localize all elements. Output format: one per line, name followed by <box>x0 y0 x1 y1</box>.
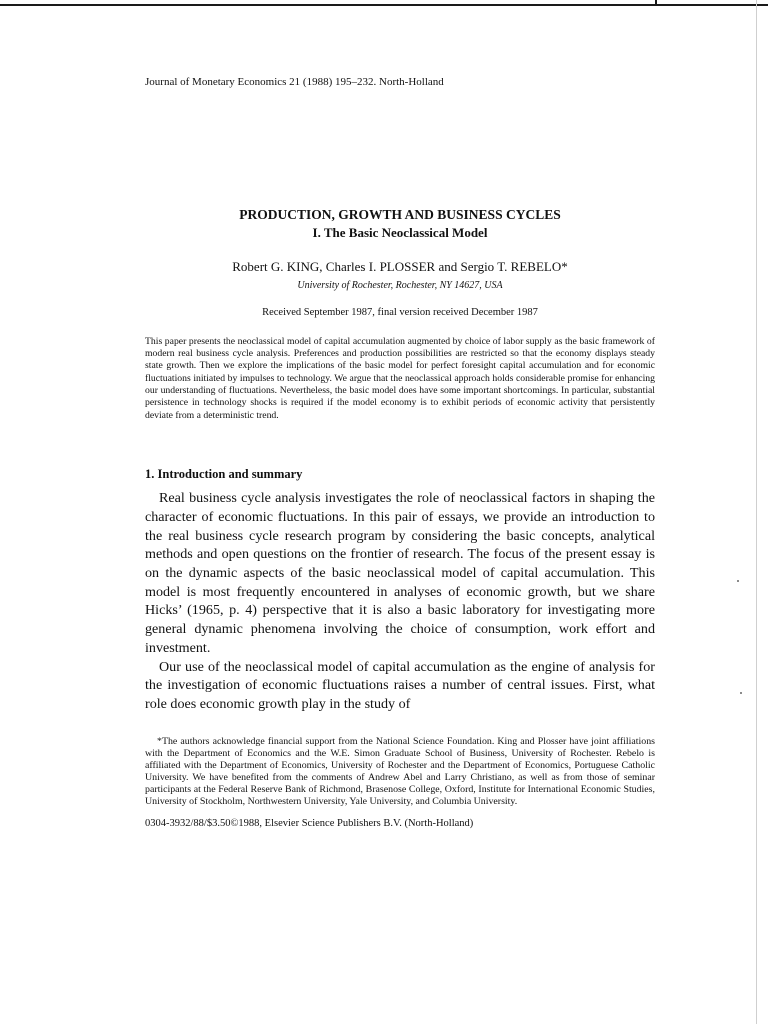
top-border-rule <box>0 4 768 6</box>
body-paragraph: Our use of the neoclassical model of capital accumulation as the engine of analysis for the investigation of economic fluctuations raises a number of central issues. First, what role does economic growth play in the study of <box>145 658 655 713</box>
scan-speck <box>737 580 739 582</box>
acknowledgement-footnote: *The authors acknowledge financial support from the National Science Foundation. King and Plosser have joint affiliations with the Department of Economics and the W.E. Simon Graduate School of Business, University of Rochester. Rebelo is affiliated with the Department of Economics, University of Rochester and the Department of Economics, Portuguese Catholic University. We have benefited from the comments of Andrew Abel and Larry Christiano, as well as from those of seminar participants at the Federal Reserve Bank of Richmond, Brasenose College, Oxford, Institute for International Economic Studies, University of Stockholm, Northwestern University, Yale University, and Columbia University. <box>145 735 655 808</box>
body-paragraph: Real business cycle analysis investigates the role of neoclassical factors in shaping the character of economic fluctuations. In this pair of essays, we provide an introduction to the real business cycle research program by considering the basic concepts, analytical methods and open questions on the frontier of research. The focus of the present essay is on the dynamic aspects of the basic neoclassical model of capital accumulation. This model is most frequently encountered in analyses of economic growth, but we share Hicks’ (1965, p. 4) perspective that it is also a basic laboratory for investigating more general dynamic phenomena involving the choice of consumption, work effort and investment. <box>145 490 655 656</box>
top-border-tick <box>655 0 657 6</box>
paper-page <box>145 76 655 831</box>
journal-citation: Journal of Monetary Economics 21 (1988) 195–232. North-Holland <box>145 76 444 88</box>
received-dates: Received September 1987, final version received December 1987 <box>262 307 538 319</box>
paper-title: PRODUCTION, GROWTH AND BUSINESS CYCLES <box>239 207 561 223</box>
scan-speck <box>740 692 742 694</box>
scan-edge-line <box>756 0 757 1024</box>
author-list: Robert G. KING, Charles I. PLOSSER and Sergio T. REBELO* <box>232 258 568 274</box>
abstract: This paper presents the neoclassical model of capital accumulation augmented by choice of labor supply as the basic framework of modern real business cycle analysis. Preferences and production possibilities are restricted so that the economy displays steady state growth. Then we explore the implications of the basic model for perfect foresight capital accumulation and for economic fluctuations initiated by impulses to technology. We argue that the neoclassical approach holds considerable promise for enhancing our understanding of fluctuations. Nevertheless, the basic model does have some important shortcomings. In particular, substantial persistence in technology shocks is required if the model economy is to exhibit periods of economic activity that persistently deviate from a deterministic trend. <box>145 335 655 421</box>
section-heading: 1. Introduction and summary <box>145 467 303 482</box>
author-affiliation: University of Rochester, Rochester, NY 14627, USA <box>297 280 503 292</box>
paper-subtitle: I. The Basic Neoclassical Model <box>312 225 488 241</box>
copyright-line: 0304-3932/88/$3.50©1988, Elsevier Science Publishers B.V. (North-Holland) <box>145 818 474 830</box>
